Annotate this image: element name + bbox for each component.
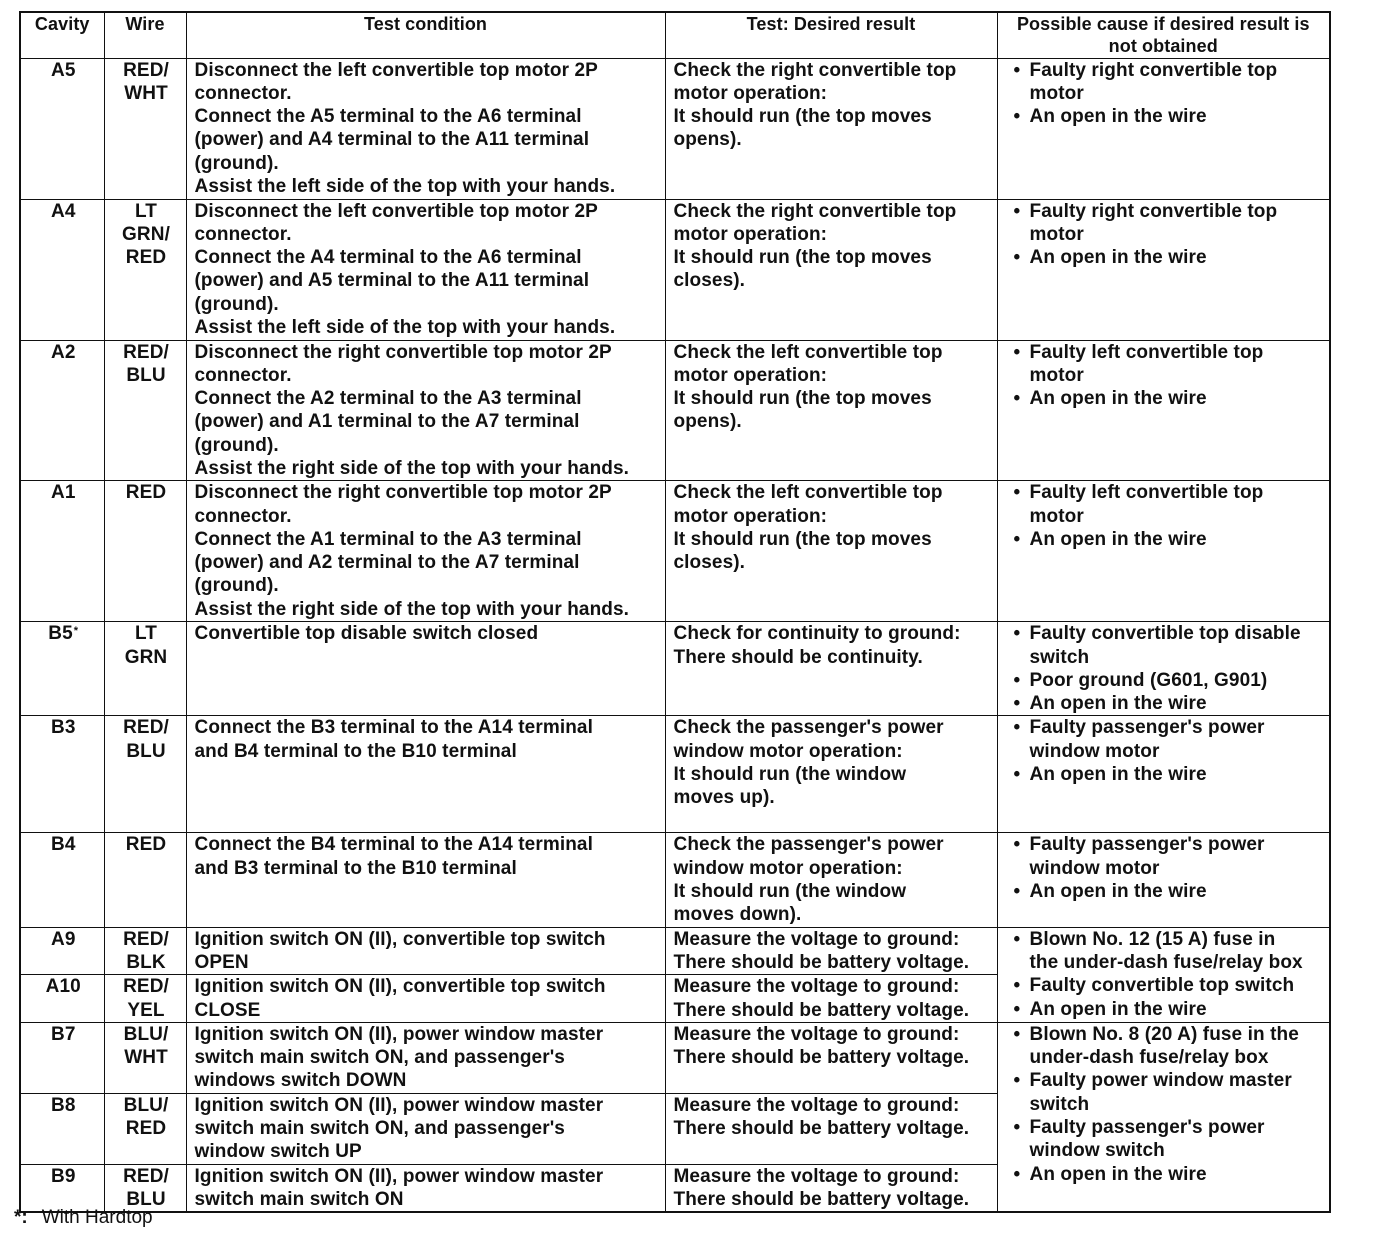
cause-item: [1006, 669, 1324, 692]
text-line: Measure the voltage to ground:: [673, 976, 960, 998]
cause-line: • Faulty passenger's power: [1029, 717, 1265, 739]
text-line: RED/: [123, 59, 169, 81]
cause-line: window motor: [1029, 740, 1160, 762]
cause-line: motor: [1029, 505, 1084, 527]
text-line: connector.: [194, 505, 292, 527]
text-line: switch main switch ON, and passenger's: [194, 1118, 565, 1140]
text-line: moves up).: [673, 787, 775, 809]
desired-result-cell: [665, 1093, 997, 1164]
cavity-cell: [20, 622, 104, 716]
cause-item: [1006, 622, 1324, 669]
test-condition-cell: [186, 1022, 665, 1093]
cause-line: motor: [1029, 364, 1084, 386]
text-line: moves down).: [673, 904, 802, 926]
text-line: window motor operation:: [673, 857, 903, 879]
test-condition-cell: [186, 833, 665, 927]
cause-item: [1006, 1069, 1324, 1116]
desired-result-cell: [665, 622, 997, 716]
desired-result-cell: [665, 481, 997, 622]
cause-line: • Blown No. 12 (15 A) fuse in: [1029, 928, 1276, 950]
possible-cause-cell: [997, 481, 1330, 622]
text-line: Connect the A2 terminal to the A3 terminal: [194, 388, 582, 410]
desired-result-cell: [665, 716, 997, 833]
desired-result-cell: [665, 340, 997, 481]
cavity-cell: [20, 716, 104, 833]
cause-line: motor: [1029, 223, 1084, 245]
desired-result-cell: [665, 1022, 997, 1093]
wire-cell: [104, 481, 186, 622]
text-line: Measure the voltage to ground:: [673, 1165, 960, 1187]
text-line: It should run (the top moves: [673, 388, 932, 410]
cause-line: the under-dash fuse/relay box: [1029, 951, 1303, 973]
text-line: Check the left convertible top: [673, 341, 943, 363]
text-line: Measure the voltage to ground:: [673, 928, 960, 950]
text-line: connector.: [194, 364, 292, 386]
text-line: and B4 terminal to the B10 terminal: [194, 740, 517, 762]
cause-line: • Faulty passenger's power: [1029, 834, 1265, 856]
text-line: RED: [125, 247, 167, 269]
cause-line: switch: [1029, 646, 1090, 668]
text-line: Disconnect the left convertible top motor 2P: [194, 59, 598, 81]
cause-item: [1006, 1023, 1324, 1070]
cause-line: • An open in the wire: [1029, 693, 1207, 715]
text-line: switch main switch ON: [194, 1188, 404, 1210]
text-line: It should run (the top moves: [673, 528, 932, 550]
text-line: Connect the B3 terminal to the A14 terminal: [194, 717, 593, 739]
cavity-id: A4: [51, 200, 76, 222]
text-line: GRN/: [122, 223, 170, 245]
cavity-cell: [20, 833, 104, 927]
text-line: Assist the right side of the top with your hands.: [194, 598, 630, 620]
text-line: Measure the voltage to ground:: [673, 1023, 960, 1045]
desired-result-cell: [665, 1164, 997, 1212]
table-row: [20, 1022, 1330, 1093]
wire-cell: [104, 833, 186, 927]
cavity-cell: [20, 927, 104, 975]
text-line: connector.: [194, 82, 292, 104]
text-line: opens).: [673, 129, 742, 151]
cavity-id: B7: [51, 1023, 76, 1045]
possible-cause-cell: [997, 58, 1330, 199]
test-condition-cell: [186, 975, 665, 1023]
cause-line: window switch: [1029, 1140, 1165, 1162]
text-line: RED/: [123, 341, 169, 363]
text-line: YEL: [127, 999, 165, 1021]
text-line: Check the passenger's power: [673, 717, 944, 739]
wire-cell: [104, 340, 186, 481]
cause-line: • An open in the wire: [1029, 998, 1207, 1020]
text-line: There should be battery voltage.: [673, 1047, 970, 1069]
text-line: (ground).: [194, 293, 279, 315]
text-line: LT: [134, 200, 157, 222]
diagnostic-table-wrapper: [19, 11, 1331, 1213]
cause-line: • Faulty left convertible top: [1029, 482, 1264, 504]
possible-cause-cell: [997, 199, 1330, 340]
test-condition-cell: [186, 340, 665, 481]
text-line: Ignition switch ON (II), power window master: [194, 1094, 604, 1116]
table-row: [20, 340, 1330, 481]
text-line: BLU: [126, 364, 166, 386]
text-line: closes).: [673, 552, 746, 574]
cavity-cell: [20, 340, 104, 481]
possible-cause-cell: [997, 833, 1330, 927]
cause-item: [1006, 1116, 1324, 1163]
desired-result-cell: [665, 58, 997, 199]
cause-item: [1006, 387, 1324, 410]
cavity-id: B4: [51, 834, 76, 856]
text-line: (power) and A2 terminal to the A7 terminal: [194, 552, 580, 574]
cause-item: [1006, 928, 1324, 975]
possible-cause-cell: [997, 927, 1330, 1022]
cause-line: • An open in the wire: [1029, 1163, 1207, 1185]
text-line: window switch UP: [194, 1141, 362, 1163]
text-line: motor operation:: [673, 223, 828, 245]
text-line: There should be battery voltage.: [673, 999, 970, 1021]
wire-cell: [104, 975, 186, 1023]
cause-item: [1006, 998, 1324, 1021]
text-line: Assist the left side of the top with your hands.: [194, 316, 616, 338]
cause-line: • Faulty convertible top switch: [1029, 975, 1295, 997]
header-row: [20, 12, 1330, 58]
cavity-cell: [20, 975, 104, 1023]
text-line: windows switch DOWN: [194, 1070, 407, 1092]
text-line: BLU: [126, 740, 166, 762]
cause-line: • Blown No. 8 (20 A) fuse in the: [1029, 1023, 1299, 1045]
text-line: Ignition switch ON (II), convertible top switch: [194, 976, 606, 998]
test-condition-cell: [186, 1164, 665, 1212]
cause-line: under-dash fuse/relay box: [1029, 1047, 1269, 1069]
cavity-cell: [20, 481, 104, 622]
text-line: (power) and A4 terminal to the A11 terminal: [194, 129, 590, 151]
text-line: Check the passenger's power: [673, 834, 944, 856]
possible-cause-cell: [997, 1022, 1330, 1212]
cause-item: [1006, 528, 1324, 551]
cause-line: switch: [1029, 1093, 1090, 1115]
text-line: Disconnect the left convertible top motor 2P: [194, 200, 598, 222]
cavity-cell: [20, 58, 104, 199]
table-row: [20, 833, 1330, 927]
text-line: It should run (the top moves: [673, 247, 932, 269]
text-line: Ignition switch ON (II), power window master: [194, 1165, 604, 1187]
cause-line: • Faulty right convertible top: [1029, 200, 1278, 222]
text-line: Convertible top disable switch closed: [194, 623, 539, 645]
text-line: There should be continuity.: [673, 646, 923, 668]
cavity-id: B8: [51, 1094, 76, 1116]
text-line: (power) and A5 terminal to the A11 terminal: [194, 270, 590, 292]
cause-item: [1006, 880, 1324, 903]
test-condition-cell: [186, 58, 665, 199]
text-line: motor operation:: [673, 364, 828, 386]
wire-cell: [104, 1022, 186, 1093]
text-line: It should run (the window: [673, 764, 907, 786]
text-line: Ignition switch ON (II), convertible top switch: [194, 928, 606, 950]
cause-item: [1006, 1163, 1324, 1186]
test-condition-cell: [186, 199, 665, 340]
test-condition-cell: [186, 1093, 665, 1164]
cause-line: • An open in the wire: [1029, 528, 1207, 550]
test-condition-cell: [186, 927, 665, 975]
text-line: RED: [125, 834, 167, 856]
wire-cell: [104, 199, 186, 340]
wire-cell: [104, 1093, 186, 1164]
text-line: Check the right convertible top: [673, 59, 957, 81]
cavity-cell: [20, 1164, 104, 1212]
table-row: [20, 927, 1330, 975]
text-line: window motor operation:: [673, 740, 903, 762]
cause-line: • Faulty convertible top disable: [1029, 623, 1301, 645]
text-line: Connect the A4 terminal to the A6 terminal: [194, 247, 582, 269]
cause-line: • Poor ground (G601, G901): [1029, 669, 1268, 691]
header-possible-cause: Possible cause if desired result is not obtained: [997, 12, 1330, 58]
footnote-text: With Hardtop: [41, 1207, 153, 1228]
cause-line: • An open in the wire: [1029, 764, 1207, 786]
text-line: connector.: [194, 223, 292, 245]
cause-item: [1006, 692, 1324, 715]
cause-line: • Faulty right convertible top: [1029, 59, 1278, 81]
test-condition-cell: [186, 622, 665, 716]
test-condition-cell: [186, 716, 665, 833]
cause-item: [1006, 833, 1324, 880]
table-row: [20, 716, 1330, 833]
text-line: CLOSE: [194, 999, 261, 1021]
text-line: It should run (the top moves: [673, 106, 932, 128]
header-cavity: Cavity: [20, 12, 104, 58]
cavity-id: A9: [51, 928, 76, 950]
footnote-mark: *: [73, 625, 79, 638]
cause-line: • Faulty passenger's power: [1029, 1117, 1265, 1139]
text-line: It should run (the window: [673, 881, 907, 903]
desired-result-cell: [665, 927, 997, 975]
text-line: motor operation:: [673, 505, 828, 527]
cause-item: [1006, 105, 1324, 128]
cause-line: • Faulty power window master: [1029, 1070, 1292, 1092]
text-line: There should be battery voltage.: [673, 1118, 970, 1140]
cause-item: [1006, 59, 1324, 106]
cavity-id: A10: [45, 976, 81, 998]
text-line: GRN: [124, 646, 168, 668]
possible-cause-cell: [997, 340, 1330, 481]
wire-cell: [104, 1164, 186, 1212]
cause-line: • An open in the wire: [1029, 247, 1207, 269]
text-line: (ground).: [194, 434, 279, 456]
text-line: Connect the A5 terminal to the A6 terminal: [194, 106, 582, 128]
cause-item: [1006, 246, 1324, 269]
desired-result-cell: [665, 199, 997, 340]
text-line: Disconnect the right convertible top motor 2P: [194, 341, 612, 363]
text-line: There should be battery voltage.: [673, 1188, 970, 1210]
cause-line: window motor: [1029, 857, 1160, 879]
footnote: [14, 1207, 153, 1229]
text-line: BLU/: [123, 1023, 169, 1045]
text-line: Check for continuity to ground:: [673, 623, 961, 645]
text-line: LT: [134, 623, 157, 645]
possible-cause-cell: [997, 716, 1330, 833]
cause-line: • An open in the wire: [1029, 106, 1207, 128]
cavity-id: B5: [48, 623, 73, 645]
cause-item: [1006, 481, 1324, 528]
cavity-cell: [20, 1093, 104, 1164]
wire-cell: [104, 58, 186, 199]
text-line: closes).: [673, 270, 746, 292]
text-line: motor operation:: [673, 82, 828, 104]
header-test-condition: Test condition: [186, 12, 665, 58]
text-line: RED: [125, 482, 167, 504]
text-line: RED/: [123, 976, 169, 998]
header-wire: Wire: [104, 12, 186, 58]
footnote-marker: *:: [14, 1207, 28, 1228]
text-line: RED/: [123, 928, 169, 950]
text-line: switch main switch ON, and passenger's: [194, 1047, 565, 1069]
cause-item: [1006, 200, 1324, 247]
cavity-id: A5: [51, 59, 76, 81]
cavity-id: A1: [51, 482, 76, 504]
wire-cell: [104, 622, 186, 716]
text-line: There should be battery voltage.: [673, 951, 970, 973]
cause-item: [1006, 974, 1324, 997]
text-line: RED/: [123, 717, 169, 739]
text-line: (ground).: [194, 575, 279, 597]
wire-cell: [104, 927, 186, 975]
cause-item: [1006, 716, 1324, 763]
text-line: WHT: [124, 82, 168, 104]
cavity-cell: [20, 199, 104, 340]
diagnostic-table: [19, 11, 1331, 1213]
cause-line: • Faulty left convertible top: [1029, 341, 1264, 363]
text-line: and B3 terminal to the B10 terminal: [194, 857, 517, 879]
text-line: Assist the left side of the top with your hands.: [194, 175, 616, 197]
table-row: [20, 58, 1330, 199]
text-line: (power) and A1 terminal to the A7 terminal: [194, 411, 580, 433]
cavity-id: A2: [51, 341, 76, 363]
text-line: BLU: [126, 1188, 166, 1210]
possible-cause-cell: [997, 622, 1330, 716]
cause-line: • An open in the wire: [1029, 881, 1207, 903]
table-row: [20, 622, 1330, 716]
text-line: opens).: [673, 411, 742, 433]
desired-result-cell: [665, 833, 997, 927]
cause-line: motor: [1029, 82, 1084, 104]
text-line: Connect the A1 terminal to the A3 terminal: [194, 528, 582, 550]
text-line: Connect the B4 terminal to the A14 terminal: [194, 834, 593, 856]
text-line: BLK: [126, 951, 166, 973]
text-line: Check the right convertible top: [673, 200, 957, 222]
desired-result-cell: [665, 975, 997, 1023]
cavity-id: B3: [51, 717, 76, 739]
text-line: Check the left convertible top: [673, 482, 943, 504]
wire-cell: [104, 716, 186, 833]
table-body: [20, 58, 1330, 1212]
text-line: RED/: [123, 1165, 169, 1187]
text-line: BLU/: [123, 1094, 169, 1116]
text-line: Measure the voltage to ground:: [673, 1094, 960, 1116]
text-line: Disconnect the right convertible top motor 2P: [194, 482, 612, 504]
cavity-id: B9: [51, 1165, 76, 1187]
header-desired-result: Test: Desired result: [665, 12, 997, 58]
table-row: [20, 481, 1330, 622]
text-line: OPEN: [194, 951, 249, 973]
text-line: Ignition switch ON (II), power window master: [194, 1023, 604, 1045]
cavity-cell: [20, 1022, 104, 1093]
cause-item: [1006, 341, 1324, 388]
text-line: WHT: [124, 1047, 168, 1069]
cause-item: [1006, 763, 1324, 786]
table-row: [20, 199, 1330, 340]
test-condition-cell: [186, 481, 665, 622]
text-line: Assist the right side of the top with your hands.: [194, 457, 630, 479]
cause-line: • An open in the wire: [1029, 388, 1207, 410]
text-line: RED: [125, 1118, 167, 1140]
text-line: (ground).: [194, 152, 279, 174]
